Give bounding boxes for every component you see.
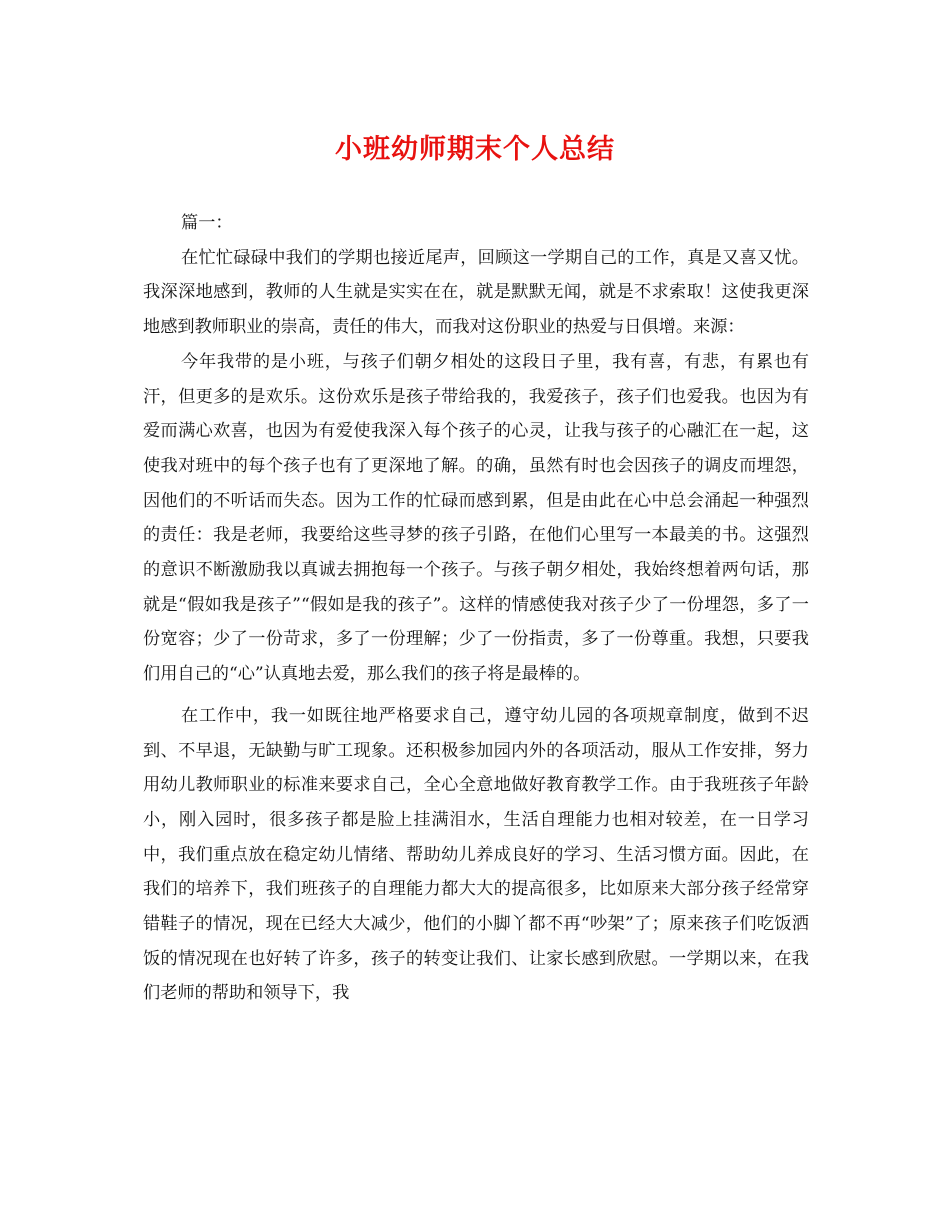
section-label: 篇一： [181,213,233,233]
paragraph-2: 今年我带的是小班，与孩子们朝夕相处的这段日子里，我有喜，有悲，有累也有汗，但更多的是欢乐。这份欢乐是孩子带给我的，我爱孩子，孩子们也爱我。也因为有爱而满心欢喜，也因为有爱使我深入每个孩子的心灵，让我与孩子的心融汇在一起，这使我对班中的每个孩子也有了更深地了解。的确，虽然有时也会因孩子的调皮而埋怨，因他们的不听话而失态。因为工作的忙碌而感到累，但是由此在心中总会涌起一种强烈的责任：我是老师，我要给这些寻梦的孩子引路，在他们心里写一本最美的书。这强烈的意识不断激励我以真诚去拥抱每一个孩子。与孩子朝夕相处，我始终想着两句话，那就是“假如我是孩子”“假如是我的孩子”。这样的情感使我对孩子少了一份埋怨，多了一份宽容；少了一份苛求，多了一份理解；少了一份指责，多了一份尊重。我想，只要我们用自己的“心”认真地去爱，那么我们的孩子将是最棒的。 [143,351,809,685]
paragraph-1: 在忙忙碌碌中我们的学期也接近尾声，回顾这一学期自己的工作，真是又喜又忧。我深深地感到，教师的人生就是实实在在，就是默默无闻，就是不求索取！这使我更深地感到教师职业的崇高，责任的伟大，而我对这份职业的热爱与日俱增。来源： [143,247,809,338]
paragraph-3: 在工作中，我一如既往地严格要求自己，遵守幼儿园的各项规章制度，做到不迟到、不早退，无缺勤与旷工现象。还积极参加园内外的各项活动，服从工作安排，努力用幼儿教师职业的标准来要求自己，全心全意地做好教育教学工作。由于我班孩子年龄小，刚入园时，很多孩子都是脸上挂满泪水，生活自理能力也相对较差，在一日学习中，我们重点放在稳定幼儿情绪、帮助幼儿养成良好的学习、生活习惯方面。因此，在我们的培养下，我们班孩子的自理能力都大大的提高很多，比如原来大部分孩子经常穿错鞋子的情况，现在已经大大减少，他们的小脚丫都不再“吵架”了；原来孩子们吃饭洒饭的情况现在也好转了许多，孩子的转变让我们、让家长感到欣慰。一学期以来，在我们老师的帮助和领导下，我 [143,705,809,1004]
document-title: 小班幼师期末个人总结 [335,134,615,165]
document-body [143,206,809,1011]
